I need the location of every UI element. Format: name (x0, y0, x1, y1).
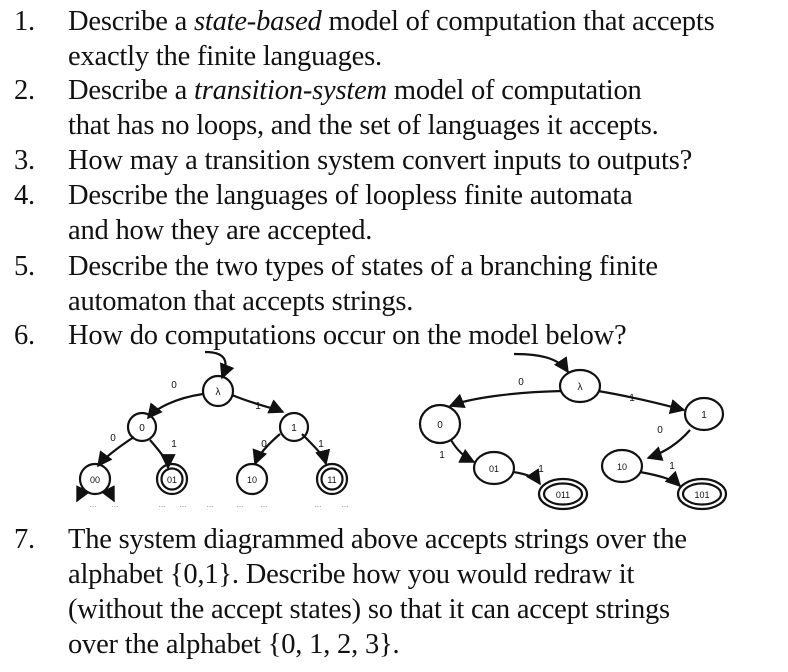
question-number: 5. (14, 251, 35, 282)
question-number: 7. (14, 524, 35, 555)
edge-label: 0 (657, 425, 663, 436)
ellipsis: ... (158, 500, 166, 509)
start-arrow (205, 352, 226, 378)
state-label: 1 (701, 410, 707, 421)
state-label: 01 (166, 475, 178, 485)
state-label: λ (215, 387, 221, 398)
edge (598, 391, 684, 410)
edge-label: 0 (171, 380, 177, 391)
diagram-left (77, 352, 347, 501)
question-number: 3. (14, 145, 35, 176)
edge-label: 1 (439, 450, 445, 461)
edge-stub (77, 491, 82, 501)
ellipsis: ... (111, 500, 119, 509)
edge (450, 391, 562, 406)
state-label: 1 (291, 423, 297, 434)
state-label: 0 (437, 420, 443, 431)
state-label: 101 (694, 490, 710, 500)
ellipsis: ... (179, 500, 187, 509)
edge-label: 1 (255, 401, 261, 412)
edge (98, 437, 134, 466)
state-label: 10 (616, 462, 628, 472)
state-label: 01 (488, 464, 500, 474)
edge (513, 472, 540, 484)
state-label: 11 (327, 475, 337, 485)
question-number: 2. (14, 75, 35, 106)
ellipsis: ... (260, 500, 268, 509)
ellipsis: ... (89, 500, 97, 509)
edge (640, 472, 680, 486)
question-number: 1. (14, 6, 35, 37)
ellipsis: ... (314, 500, 322, 509)
edge-label: 0 (261, 439, 267, 450)
edge-label: 0 (110, 433, 116, 444)
edge (150, 440, 168, 468)
state-label: 011 (555, 490, 571, 500)
edge-label: 0 (518, 377, 524, 388)
edge (148, 394, 203, 418)
ellipsis: ... (206, 500, 214, 509)
edge-label: 1 (669, 461, 675, 472)
question-number: 4. (14, 180, 35, 211)
edge-label: 1 (629, 393, 635, 404)
diagram-right (420, 354, 726, 509)
edge (255, 434, 280, 464)
edge (451, 440, 474, 462)
edge-label: 1 (171, 439, 177, 450)
question-number: 6. (14, 320, 35, 351)
state-label: 00 (89, 475, 101, 485)
ellipsis: ... (341, 500, 349, 509)
edge (648, 430, 690, 458)
state-label: 0 (139, 423, 145, 434)
edge-label: 1 (318, 439, 324, 450)
state-label: 10 (246, 475, 258, 485)
edge-label: 1 (538, 464, 544, 475)
ellipsis: ... (236, 500, 244, 509)
state-label: λ (577, 382, 583, 393)
start-arrow (514, 354, 568, 372)
